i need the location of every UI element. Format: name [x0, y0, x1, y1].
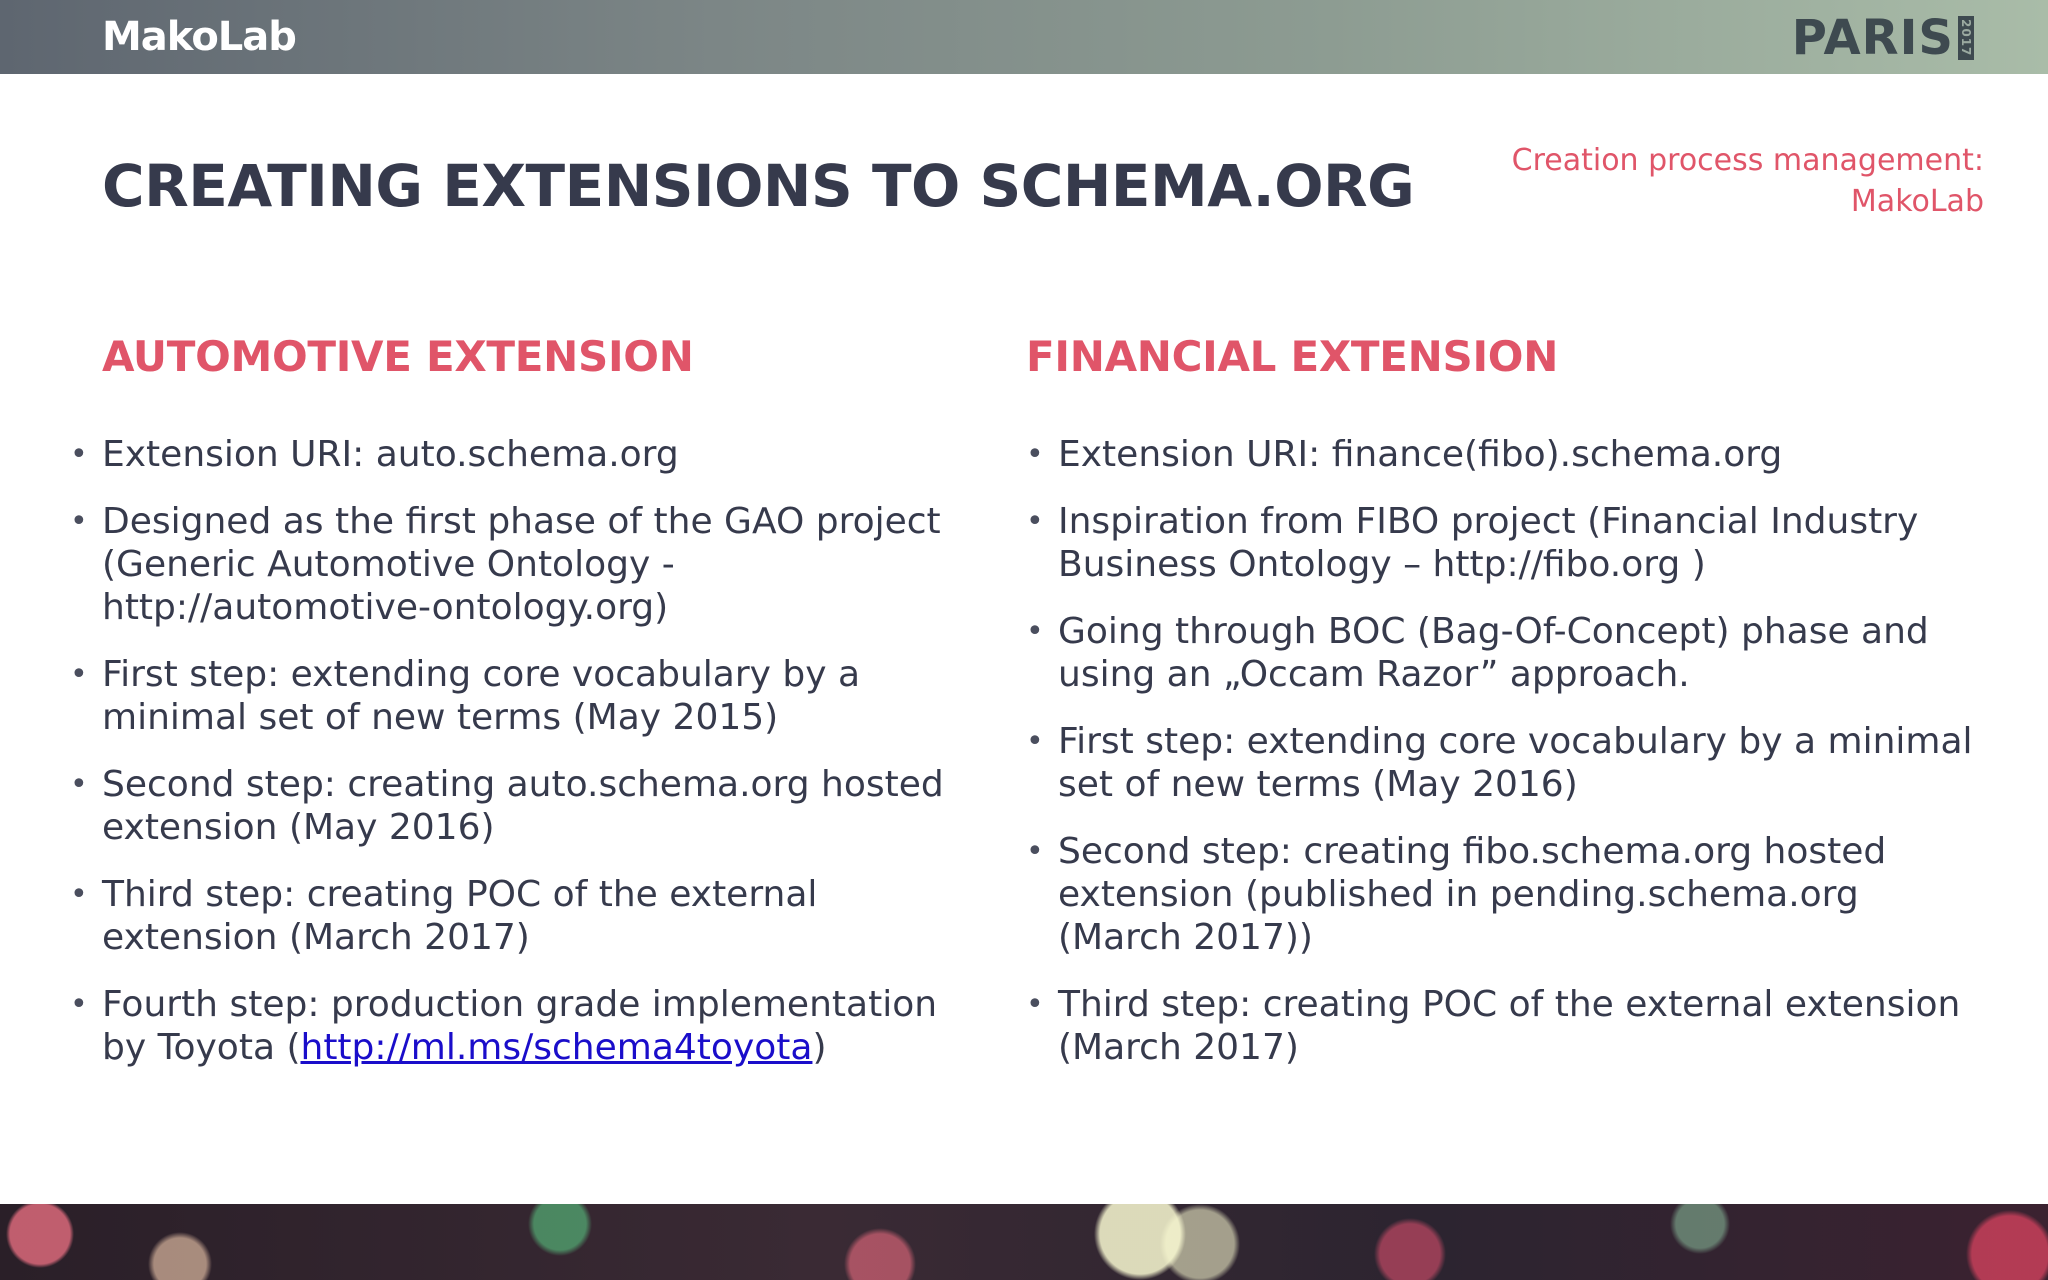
list-item-text-prefix: Fourth step: production grade implementation by Toyota (: [102, 984, 938, 1068]
list-item-text: First step: extending core vocabulary by a minimal set of new terms (May 2016): [1058, 721, 1973, 805]
paris-logo-year: 2017: [1958, 16, 1974, 60]
bullet-icon: •: [1026, 724, 1044, 759]
list-item: [1026, 720, 1986, 806]
schema4toyota-link[interactable]: http://ml.ms/schema4toyota: [300, 1027, 813, 1068]
list-item: [70, 873, 970, 959]
list-item-text: First step: extending core vocabulary by a minimal set of new terms (May 2015): [102, 654, 861, 738]
automotive-bullet-list: [70, 433, 970, 1069]
list-item: [70, 763, 970, 849]
list-item-text-suffix: ): [812, 1027, 827, 1068]
bullet-icon: •: [70, 657, 88, 692]
automotive-heading: AUTOMOTIVE EXTENSION: [102, 332, 694, 381]
paris-logo: [1792, 10, 1974, 66]
list-item: [1026, 500, 1986, 586]
bullet-icon: •: [70, 767, 88, 802]
bullet-icon: •: [1026, 834, 1044, 869]
list-item-text: Third step: creating POC of the external extension (March 2017): [102, 874, 818, 958]
bullet-icon: •: [1026, 437, 1044, 472]
list-item-text: Second step: creating fibo.schema.org hosted extension (published in pending.schema.org (March 2017)): [1058, 831, 1887, 958]
list-item: [70, 653, 970, 739]
list-item: [1026, 610, 1986, 696]
list-item: [1026, 433, 1986, 476]
list-item-text: Second step: creating auto.schema.org hosted extension (May 2016): [102, 764, 944, 848]
list-item-text: Extension URI: auto.schema.org: [102, 434, 679, 475]
bullet-icon: •: [70, 437, 88, 472]
bokeh-footer-strip: [0, 1204, 2048, 1280]
list-item-text: Inspiration from FIBO project (Financial Industry Business Ontology – http://fibo.org ): [1058, 501, 1919, 585]
financial-bullet-list: [1026, 433, 1986, 1069]
list-item-text: Going through BOC (Bag-Of-Concept) phase and using an „Occam Razor” approach.: [1058, 611, 1929, 695]
makolab-logo: MakoLab: [102, 14, 296, 60]
list-item: [70, 433, 970, 476]
top-banner: [0, 0, 2048, 74]
financial-heading: FINANCIAL EXTENSION: [1026, 332, 1559, 381]
list-item: [70, 983, 970, 1069]
list-item: [1026, 983, 1986, 1069]
list-item-text: Designed as the first phase of the GAO project (Generic Automotive Ontology - http://automotive-ontology.org): [102, 501, 941, 628]
slide-title: CREATING EXTENSIONS TO SCHEMA.ORG: [102, 152, 1415, 220]
list-item: [70, 500, 970, 629]
bullet-icon: •: [1026, 987, 1044, 1022]
automotive-column: [70, 332, 970, 1093]
list-item-text: Extension URI: finance(fibo).schema.org: [1058, 434, 1783, 475]
list-item: [1026, 830, 1986, 959]
paris-logo-text: PARIS: [1791, 10, 1954, 66]
bullet-icon: •: [70, 504, 88, 539]
bullet-icon: •: [1026, 504, 1044, 539]
financial-column: [1026, 332, 1986, 1093]
bullet-icon: •: [70, 987, 88, 1022]
management-note-line1: Creation process management:: [1511, 143, 1984, 178]
management-note-line2: MakoLab: [1850, 184, 1984, 219]
management-note: [1512, 140, 1984, 222]
bullet-icon: •: [1026, 614, 1044, 649]
list-item-text: Third step: creating POC of the external extension (March 2017): [1058, 984, 1961, 1068]
bullet-icon: •: [70, 877, 88, 912]
